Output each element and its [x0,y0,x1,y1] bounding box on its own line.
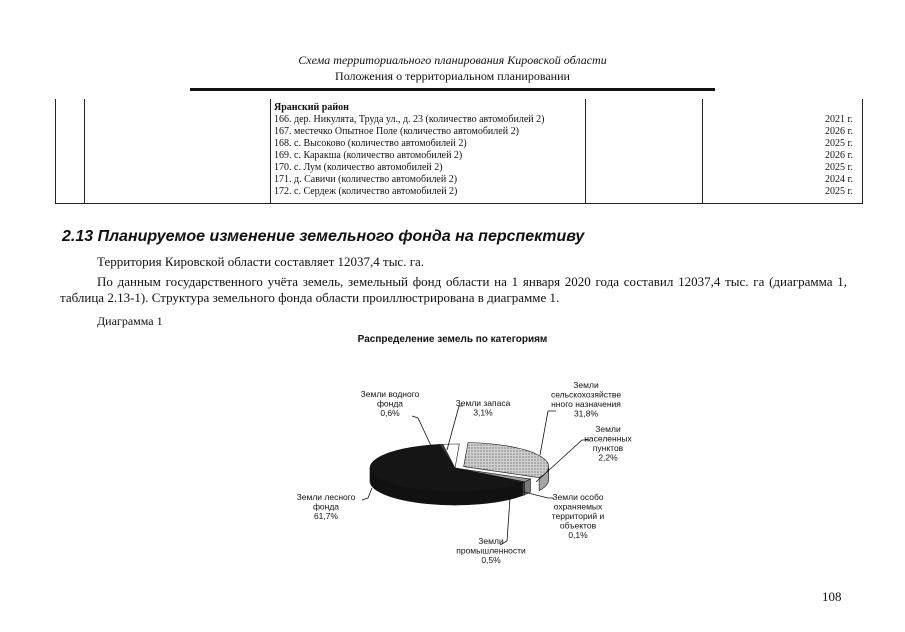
section-heading: 2.13 Планируемое изменение земельного фонда на перспективу [62,228,585,245]
pie-slice-label: Земли промышленности 0,5% [456,536,526,565]
table-row-item: 167. местечко Опытное Поле (количество автомобилей 2) [274,126,519,137]
pie-slice-label: Земли особо охраняемых территорий и объектов 0,1% [551,492,605,540]
table-row-year: 2025 г. [825,186,853,197]
table-row-item: 172. с. Сердеж (количество автомобилей 2) [274,186,458,197]
table-row-item: 168. с. Высоково (количество автомобилей 2) [274,138,467,149]
pie-leader-line [447,406,463,450]
pie-slice-label: Земли населенных пунктов 2,2% [584,424,632,463]
header-title: Схема территориального планирования Кировской области [298,53,607,67]
table-row-item: 170. с. Лум (количество автомобилей 2) [274,162,443,173]
table-row-year: 2025 г. [825,162,853,173]
pie-leader-line [540,411,556,455]
table-row-item: 171. д. Савичи (количество автомобилей 2) [274,174,458,185]
paragraph-land-fund: По данным государственного учёта земель, земельный фонд области на 1 января 2020 года составил 12037,4 тыс. га (диаграмма 1, таблица 2.13-1). Структура земельного фонда области проиллюстрирована в диаграмме 1. [60,274,847,305]
paragraph-territory: Территория Кировской области составляет 12037,4 тыс. га. [97,254,425,269]
table-district-heading: Яранский район [274,102,349,113]
pie-slice-label: Земли сельскохозяйстве нного назначения 31,8% [550,380,622,419]
table-row-year: 2026 г. [825,150,853,161]
chart-title: Распределение земель по категориям [357,334,548,345]
pie-slice-label: Земли запаса 3,1% [455,398,511,418]
page-number: 108 [822,589,842,604]
table-row-item: 166. дер. Никулята, Труда ул., д. 23 (количество автомобилей 2) [274,114,545,125]
table-row-year: 2024 г. [825,174,853,185]
table-row-year: 2021 г. [825,114,853,125]
header-subtitle: Положения о территориальном планировании [335,69,570,83]
pie-leader-line [362,488,372,500]
pie-slice-label: Земли лесного фонда 61,7% [296,492,356,521]
table-row-item: 169. с. Каракша (количество автомобилей 2) [274,150,463,161]
table-row-year: 2025 г. [825,138,853,149]
table-row-year: 2026 г. [825,126,853,137]
pie-slice-label: Земли водного фонда 0,6% [360,389,420,418]
diagram-label: Диаграмма 1 [97,314,163,328]
